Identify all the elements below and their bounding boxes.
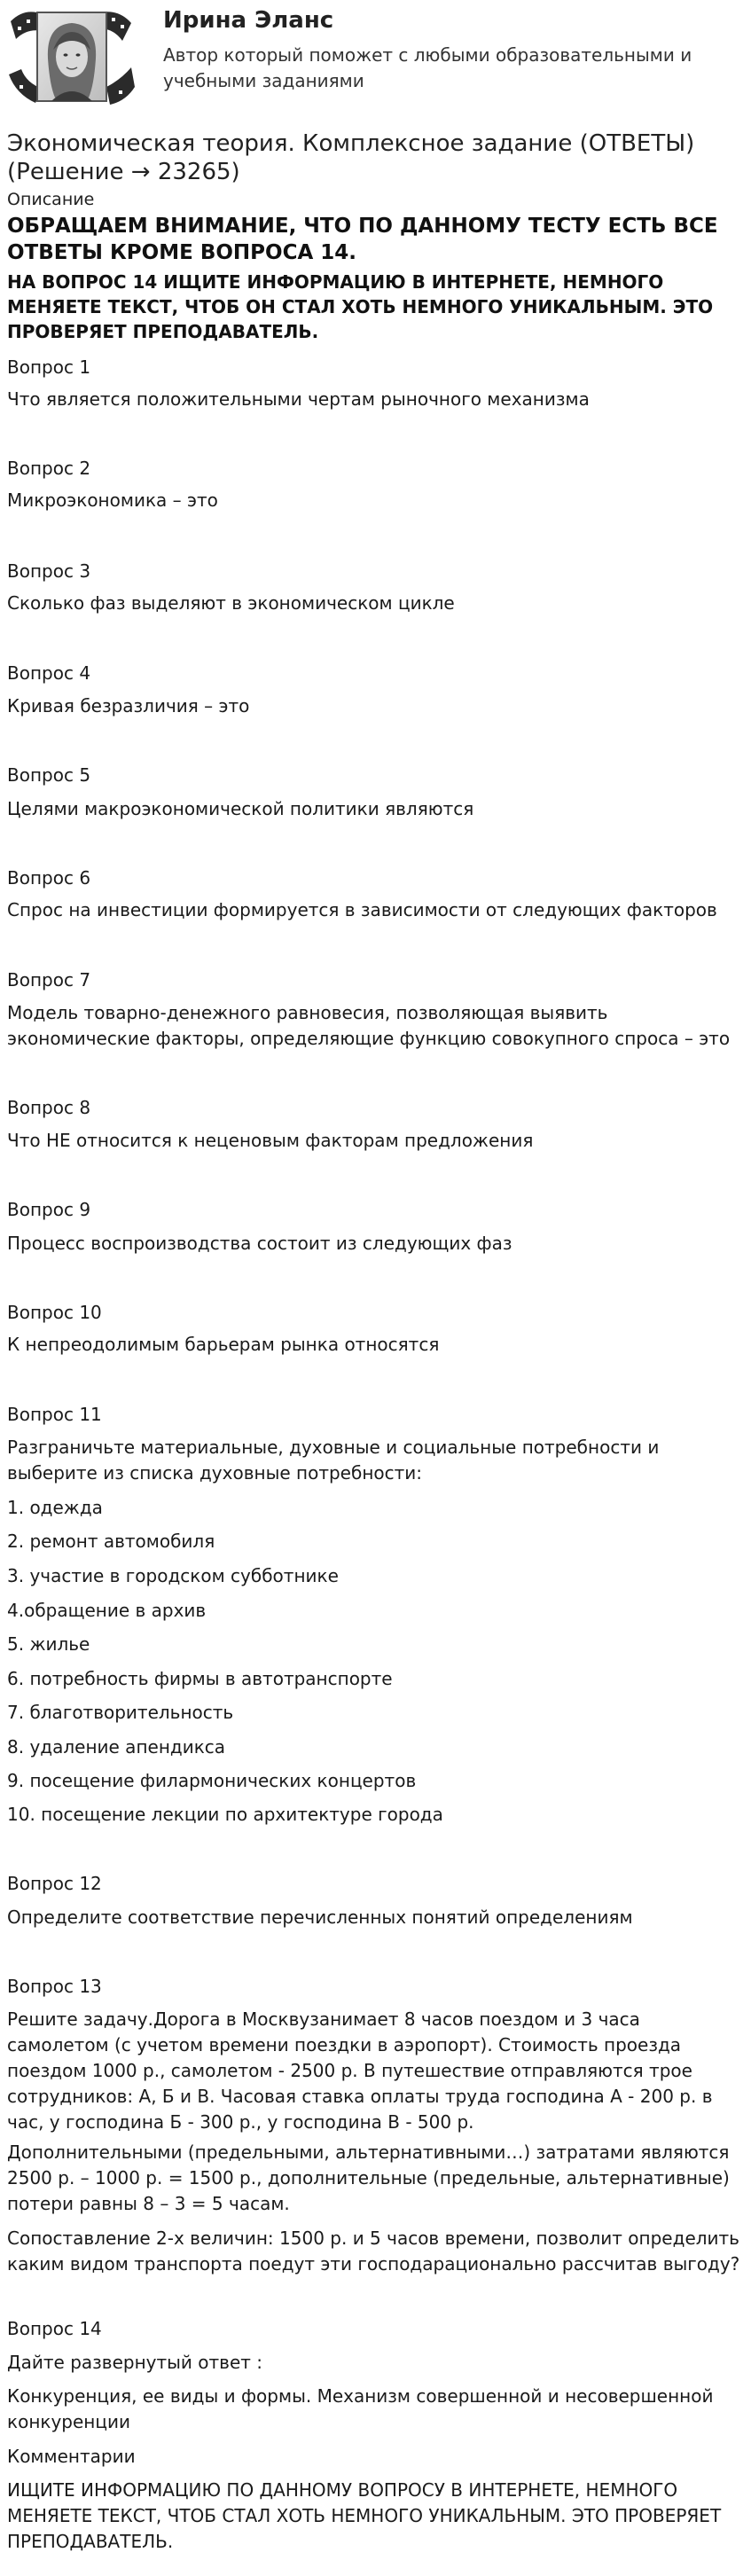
question-text: Кривая безразличия – это: [7, 695, 250, 716]
question-topic: Конкуренция, ее виды и формы. Механизм совершенной и несовершенной конкуренции: [7, 2385, 714, 2432]
list-item: 7. благотворительность: [7, 1702, 234, 1723]
list-item: 4.обращение в архив: [7, 1600, 207, 1621]
notice-all-answers: ОБРАЩАЕМ ВНИМАНИЕ, ЧТО ПО ДАННОМУ ТЕСТУ ЕСТЬ ВСЕ ОТВЕТЫ КРОМЕ ВОПРОСА 14.: [7, 215, 718, 264]
question-text: Модель товарно-денежного равновесия, позволяющая выявить экономические факторы, определяющие функцию совокупного спроса – это: [7, 1002, 731, 1049]
notice-question-14: НА ВОПРОС 14 ИЩИТЕ ИНФОРМАЦИЮ В ИНТЕРНЕТЕ, НЕМНОГО МЕНЯЕТЕ ТЕКСТ, ЧТОБ ОН СТАЛ ХОТЬ НЕМНОГО УНИКАЛЬНЫМ. ЭТО ПРОВЕРЯЕТ ПРЕПОДАВАТЕЛЬ.: [7, 271, 714, 342]
list-item: 3. участие в городском субботнике: [7, 1565, 339, 1586]
author-description: Автор который поможет с любыми образовательными и учебными заданиями: [163, 44, 692, 91]
avatar-image: [7, 5, 137, 108]
question-label: Вопрос 5: [7, 764, 91, 786]
author-header: [0, 0, 751, 114]
list-item: 1. одежда: [7, 1497, 103, 1518]
question-text: Процесс воспроизводства состоит из следующих фаз: [7, 1233, 512, 1254]
question-text: Определите соответствие перечисленных понятий определениям: [7, 1907, 633, 1928]
list-item: 2. ремонт автомобиля: [7, 1531, 215, 1552]
question-text: Разграничьте материальные, духовные и социальные потребности и выберите из списка духовные потребности:: [7, 1437, 660, 1484]
question-label: Вопрос 12: [7, 1873, 102, 1894]
list-item: 5. жилье: [7, 1633, 90, 1655]
question-text: Что НЕ относится к неценовым факторам предложения: [7, 1130, 534, 1151]
question-label: Вопрос 7: [7, 969, 91, 990]
question-text: Решите задачу.Дорога в Москвузанимает 8 часов поездом и 3 часа самолетом (с учетом времени поездки в аэропорт). Стоимость проезда поездом 1000 р., самолетом - 2500 р. В путешествие отправляются трое сотрудников: А, Б и В. Часовая ставка оплаты труда господина А - 200 р. в час, у господина Б - 300 р., у господина В - 500 р.: [7, 2008, 713, 2133]
question-label: Вопрос 4: [7, 662, 91, 684]
question-text: Спрос на инвестиции формируется в зависимости от следующих факторов: [7, 899, 717, 920]
question-label: Вопрос 8: [7, 1097, 91, 1118]
question-label: Вопрос 14: [7, 2318, 102, 2339]
page-title: Экономическая теория. Комплексное задание (ОТВЕТЫ) (Решение → 23265): [7, 130, 695, 185]
comments-text: ИЩИТЕ ИНФОРМАЦИЮ ПО ДАННОМУ ВОПРОСУ В ИНТЕРНЕТЕ, НЕМНОГО МЕНЯЕТЕ ТЕКСТ, ЧТОБ СТАЛ ХОТЬ НЕМНОГО УНИКАЛЬНЫМ. ЭТО ПРОВЕРЯЕТ ПРЕПОДАВАТЕЛЬ.: [7, 2479, 722, 2552]
question-label: Вопрос 9: [7, 1199, 91, 1220]
list-item: 6. потребность фирмы в автотранспорте: [7, 1668, 393, 1689]
list-item: 10. посещение лекции по архитектуре города: [7, 1804, 443, 1825]
question-text: Дайте развернутый ответ :: [7, 2352, 262, 2373]
question-text: Что является положительными чертам рыночного механизма: [7, 388, 590, 410]
question-label: Вопрос 10: [7, 1302, 102, 1323]
question-label: Вопрос 11: [7, 1404, 102, 1425]
description-label: Описание: [7, 190, 95, 209]
question-text: Микроэкономика – это: [7, 489, 218, 511]
list-item: 9. посещение филармонических концертов: [7, 1770, 417, 1791]
question-text: Целями макроэкономической политики являются: [7, 798, 474, 819]
solution-paragraph: Дополнительными (предельными, альтернативными…) затратами являются 2500 р. – 1000 р. = 1500 р., дополнительные (предельные, альтернативные) потери равны 8 – 3 = 5 часам.: [7, 2141, 730, 2214]
question-label: Вопрос 3: [7, 560, 91, 582]
question-text: Сколько фаз выделяют в экономическом цикле: [7, 592, 455, 614]
question-label: Вопрос 6: [7, 867, 91, 889]
question-text: К непреодолимым барьерам рынка относятся: [7, 1334, 440, 1355]
avatar[interactable]: [7, 5, 137, 108]
author-name[interactable]: Ирина Эланс: [163, 7, 334, 34]
question-label: Вопрос 2: [7, 458, 91, 479]
comments-label: Комментарии: [7, 2446, 136, 2467]
list-item: 8. удаление апендикса: [7, 1736, 226, 1758]
solution-paragraph: Сопоставление 2-х величин: 1500 р. и 5 часов времени, позволит определить каким видом транспорта поедут эти господарационально рассчитав выгоду?: [7, 2228, 740, 2275]
question-label: Вопрос 1: [7, 356, 91, 378]
question-label: Вопрос 13: [7, 1976, 102, 1997]
